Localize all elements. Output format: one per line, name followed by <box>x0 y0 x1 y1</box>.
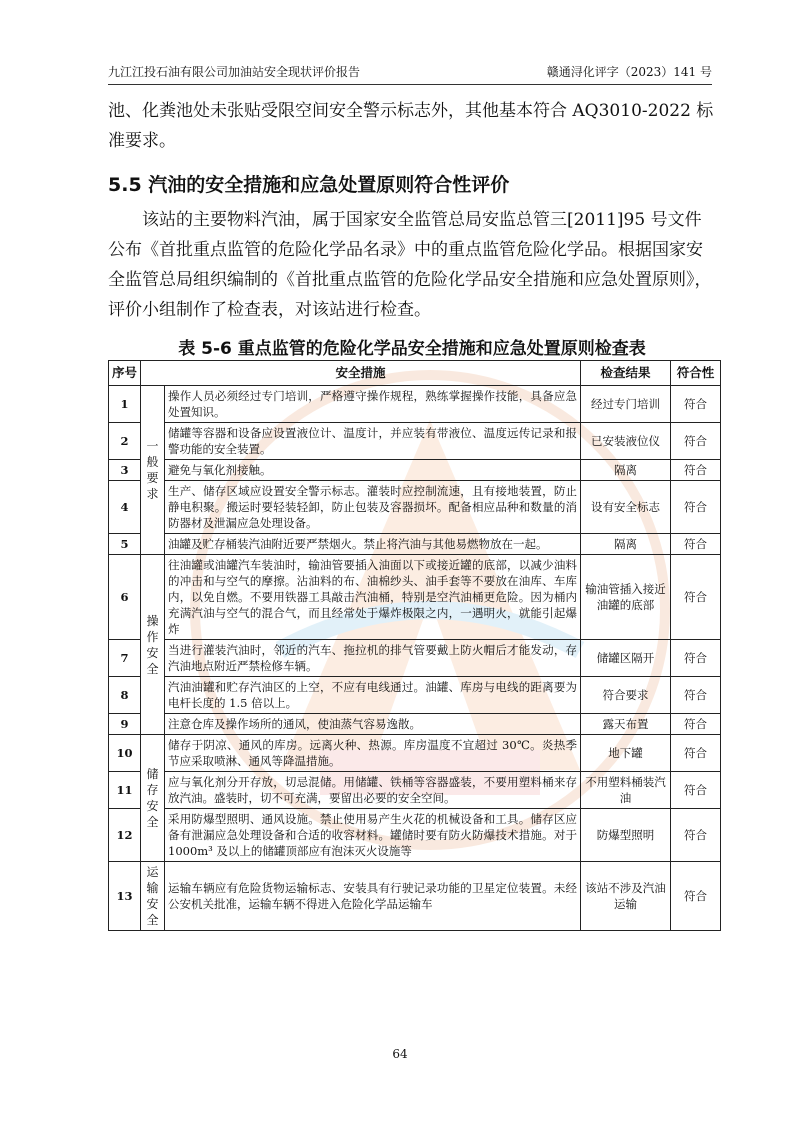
row-result: 该站不涉及汽油运输 <box>581 862 671 931</box>
section-heading: 5.5 汽油的安全措施和应急处置原则符合性评价 <box>108 174 510 196</box>
row-result: 地下罐 <box>581 735 671 772</box>
row-no: 7 <box>109 640 141 677</box>
row-measure: 采用防爆型照明、通风设施。禁止使用易产生火花的机械设备和工具。储存区应备有泄漏应急处理设备和合适的收容材料。罐储时要有防火防爆技术措施。对于 1000m³ 及以上的储罐顶部应有泡沫灭火设施等 <box>165 809 581 862</box>
table-row <box>109 735 721 772</box>
row-no: 1 <box>109 386 141 423</box>
row-result: 露天布置 <box>581 714 671 735</box>
table-row <box>109 640 721 677</box>
table-row <box>109 772 721 809</box>
category-storage: 储存安全 <box>141 735 165 862</box>
row-result: 设有安全标志 <box>581 481 671 534</box>
row-result: 已安装液位仪 <box>581 423 671 460</box>
row-no: 5 <box>109 534 141 555</box>
row-measure: 注意仓库及操作场所的通风，使油蒸气容易逸散。 <box>165 714 581 735</box>
row-compliance: 符合 <box>671 862 721 931</box>
row-measure: 运输车辆应有危险货物运输标志、安装具有行驶记录功能的卫星定位装置。未经公安机关批准，运输车辆不得进入危险化学品运输车 <box>165 862 581 931</box>
row-measure: 避免与氧化剂接触。 <box>165 460 581 481</box>
row-result: 不用塑料桶装汽油 <box>581 772 671 809</box>
table-row <box>109 714 721 735</box>
table-row <box>109 677 721 714</box>
table-row <box>109 423 721 460</box>
table-row <box>109 481 721 534</box>
header-report-title: 九江江投石油有限公司加油站安全现状评价报告 <box>108 65 361 79</box>
row-measure: 操作人员必须经过专门培训，严格遵守操作规程，熟练掌握操作技能，具备应急处置知识。 <box>165 386 581 423</box>
row-no: 3 <box>109 460 141 481</box>
paragraph-continuation: 池、化粪池处未张贴受限空间安全警示标志外，其他基本符合 AQ3010-2022 标准要求。 <box>108 101 714 151</box>
row-compliance: 符合 <box>671 481 721 534</box>
header-result: 检查结果 <box>581 361 671 386</box>
row-compliance: 符合 <box>671 386 721 423</box>
row-no: 11 <box>109 772 141 809</box>
row-measure: 储存于阴凉、通风的库房。远离火种、热源。库房温度不宜超过 30℃。炎热季节应采取喷淋、通风等降温措施。 <box>165 735 581 772</box>
row-compliance: 符合 <box>671 772 721 809</box>
header-report-number: 赣通浔化评字（2023）141 号 <box>546 65 712 79</box>
row-result: 隔离 <box>581 534 671 555</box>
table-row <box>109 809 721 862</box>
row-no: 2 <box>109 423 141 460</box>
row-no: 12 <box>109 809 141 862</box>
row-no: 4 <box>109 481 141 534</box>
table-header-row <box>109 361 721 386</box>
table-row <box>109 862 721 931</box>
row-compliance: 符合 <box>671 460 721 481</box>
row-result: 符合要求 <box>581 677 671 714</box>
header-measure: 安全措施 <box>141 361 581 386</box>
row-measure: 应与氧化剂分开存放，切忌混储。用储罐、铁桶等容器盛装，不要用塑料桶来存放汽油。盛装时，切不可充满，要留出必要的安全空间。 <box>165 772 581 809</box>
table-row <box>109 386 721 423</box>
row-compliance: 符合 <box>671 423 721 460</box>
table-row <box>109 534 721 555</box>
row-no: 6 <box>109 555 141 640</box>
row-no: 10 <box>109 735 141 772</box>
table-row <box>109 460 721 481</box>
row-compliance: 符合 <box>671 677 721 714</box>
row-compliance: 符合 <box>671 735 721 772</box>
category-operation: 操作安全 <box>141 555 165 735</box>
inspection-table <box>108 360 721 931</box>
table-row <box>109 555 721 640</box>
row-result: 隔离 <box>581 460 671 481</box>
category-general: 一般要求 <box>141 386 165 555</box>
row-measure: 油罐及贮存桶装汽油附近要严禁烟火。禁止将汽油与其他易燃物放在一起。 <box>165 534 581 555</box>
row-result: 经过专门培训 <box>581 386 671 423</box>
category-transport: 运输安全 <box>141 862 165 931</box>
table-caption: 表 5-6 重点监管的危险化学品安全措施和应急处置原则检查表 <box>178 339 646 359</box>
page-header <box>108 62 712 85</box>
row-measure: 储罐等容器和设备应设置液位计、温度计，并应装有带液位、温度远传记录和报警功能的安全装置。 <box>165 423 581 460</box>
header-no: 序号 <box>109 361 141 386</box>
row-result: 输油管插入接近油罐的底部 <box>581 555 671 640</box>
row-no: 8 <box>109 677 141 714</box>
row-result: 防爆型照明 <box>581 809 671 862</box>
row-no: 13 <box>109 862 141 931</box>
header-compliance: 符合性 <box>671 361 721 386</box>
row-result: 储罐区隔开 <box>581 640 671 677</box>
row-compliance: 符合 <box>671 534 721 555</box>
page-number: 64 <box>392 1047 408 1061</box>
row-compliance: 符合 <box>671 555 721 640</box>
row-measure: 生产、储存区域应设置安全警示标志。灌装时应控制流速，且有接地装置，防止静电积聚。搬运时要轻装轻卸，防止包装及容器损坏。配备相应品种和数量的消防器材及泄漏应急处理设备。 <box>165 481 581 534</box>
paragraph-intro: 该站的主要物料汽油，属于国家安全监管总局安监总管三[2011]95 号文件公布《首批重点监管的危险化学品名录》中的重点监管危险化学品。根据国家安全监管总局组织编制的《首批重点监管的危险化学品安全措施和应急处置原则》，评价小组制作了检查表，对该站进行检查。 <box>108 210 712 320</box>
row-measure: 汽油油罐和贮存汽油区的上空，不应有电线通过。油罐、库房与电线的距离要为电杆长度的 1.5 倍以上。 <box>165 677 581 714</box>
row-measure: 往油罐或油罐汽车装油时，输油管要插入油面以下或接近罐的底部，以减少油料的冲击和与空气的摩擦。沾油料的布、油棉纱头、油手套等不要放在油库、车库内，以免自燃。不要用铁器工具敲击汽油桶，特别是空汽油桶更危险。因为桶内充满汽油与空气的混合气，而且经常处于爆炸极限之内，一遇明火，就能引起爆炸 <box>165 555 581 640</box>
row-compliance: 符合 <box>671 640 721 677</box>
row-compliance: 符合 <box>671 809 721 862</box>
row-measure: 当进行灌装汽油时，邻近的汽车、拖拉机的排气管要戴上防火帽后才能发动，存汽油地点附近严禁检修车辆。 <box>165 640 581 677</box>
row-no: 9 <box>109 714 141 735</box>
row-compliance: 符合 <box>671 714 721 735</box>
